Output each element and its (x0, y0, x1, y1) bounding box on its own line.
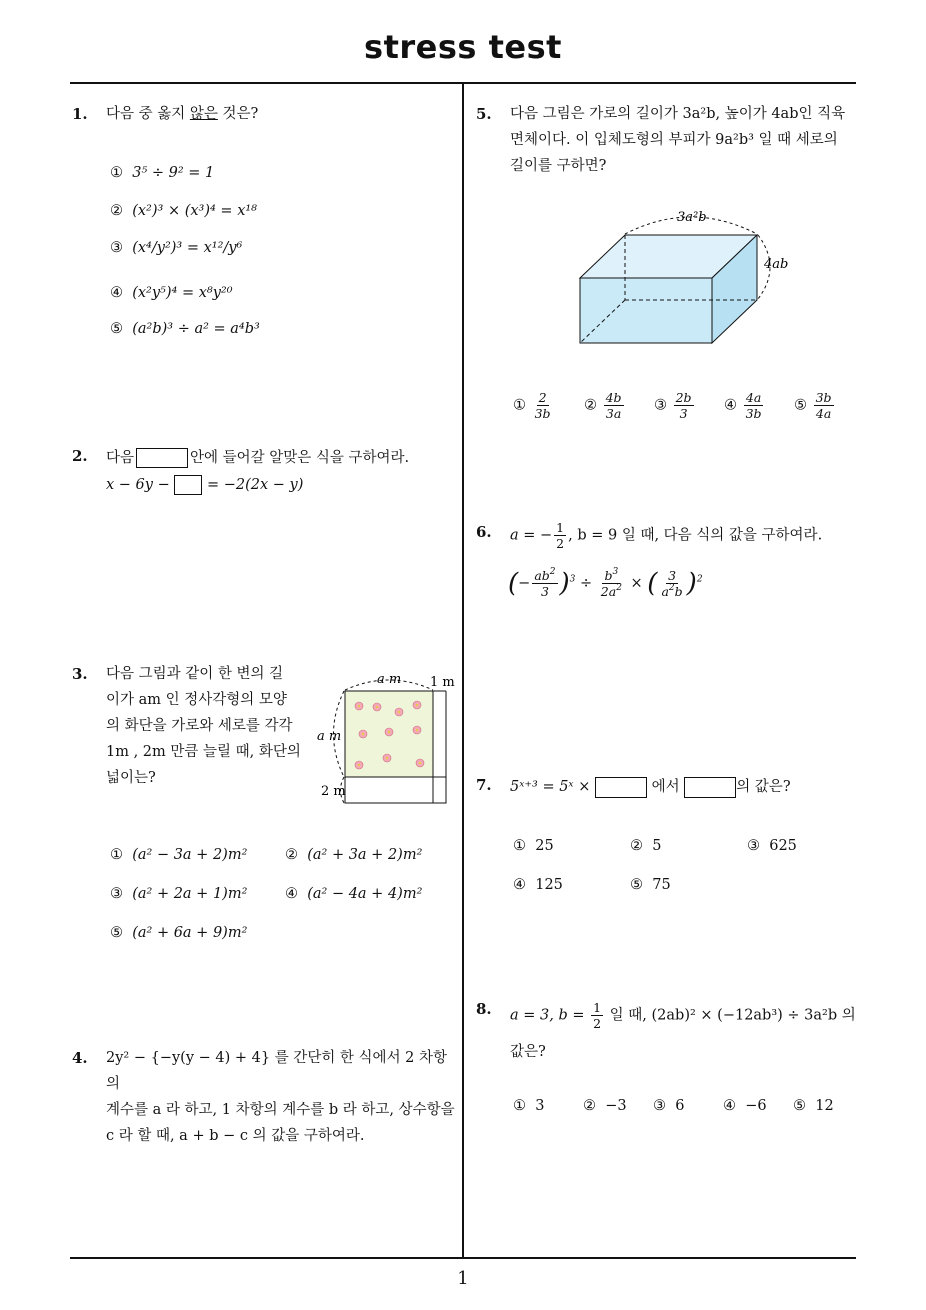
condition-text: a = 3, b = (510, 1007, 585, 1024)
stem-line: 이가 am 인 정사각형의 모양 (106, 692, 287, 708)
option-3[interactable] (747, 838, 797, 854)
garden-figure (315, 668, 460, 808)
option-3[interactable] (110, 886, 247, 902)
question-stem (510, 774, 791, 800)
option-text: (a² + 3a + 2)m² (307, 847, 423, 863)
stem-line: 넓이는? (106, 770, 156, 786)
fraction-denominator: 3 (679, 406, 688, 421)
option-mark: ① (110, 847, 123, 863)
option-1[interactable] (110, 165, 214, 181)
option-mark: ③ (654, 397, 667, 414)
column-divider (462, 83, 464, 1258)
stem-line: c 라 할 때, a + b − c 의 값을 구하여라. (106, 1128, 365, 1144)
option-text: (a² − 4a + 4)m² (307, 886, 423, 902)
option-fraction (744, 390, 764, 421)
question-stem (510, 1000, 860, 1031)
answer-blank[interactable] (174, 475, 202, 495)
question-number: 4. (72, 1049, 88, 1067)
question-stem (106, 661, 306, 791)
stem-text: 에서 (651, 779, 680, 795)
fraction-numerator: 1 (556, 520, 565, 535)
option-1[interactable] (513, 1098, 544, 1114)
option-5[interactable] (794, 390, 836, 421)
fraction-numerator: 1 (593, 1000, 602, 1015)
question-number: 7. (476, 776, 492, 794)
stem-line: 값은? (510, 1044, 546, 1060)
option-mark: ④ (285, 886, 298, 902)
stem-underlined: 않은 (189, 106, 218, 122)
option-4[interactable] (724, 390, 766, 421)
condition-text: , b = 9 일 때, 다음 식의 값을 구하여라. (568, 527, 823, 544)
option-mark: ⑤ (110, 321, 123, 337)
option-text: (x²)³ × (x³)⁴ = x¹⁸ (132, 203, 257, 219)
option-mark: ② (110, 203, 123, 219)
answer-blank[interactable] (684, 777, 736, 798)
option-2[interactable] (583, 1098, 627, 1114)
option-1[interactable] (513, 390, 555, 421)
stem-text: 의 값은? (736, 779, 791, 795)
fraction-numerator: 2b (675, 390, 692, 405)
stem-text: 것은? (217, 106, 259, 122)
condition-text: a = − (510, 527, 553, 544)
option-mark: ③ (110, 240, 123, 256)
option-mark: ② (584, 397, 597, 414)
option-4[interactable] (513, 877, 563, 893)
equation-right: = −2(2x − y) (206, 477, 304, 493)
label-left: a m (317, 729, 342, 744)
option-5[interactable] (110, 925, 247, 941)
stem-text: 다음 (106, 450, 135, 466)
condition-text: 일 때, (2ab)² × (−12ab³) ÷ 3a²b 의 (609, 1007, 856, 1024)
option-text: (a² + 6a + 9)m² (132, 925, 248, 941)
option-text: 75 (652, 877, 671, 893)
option-text: 3 (535, 1098, 545, 1114)
stem-line: 2y² − {−y(y − 4) + 4} 를 간단히 한 식에서 2 차항의 (106, 1050, 448, 1092)
label-right-top: 1 m (430, 675, 455, 690)
option-fraction (814, 390, 834, 421)
page-title: stress test (364, 28, 562, 66)
option-text: 12 (815, 1098, 834, 1114)
fraction-denominator: 3a (605, 406, 622, 421)
option-mark: ⑤ (110, 925, 123, 941)
fraction-denominator: 2 (556, 536, 565, 551)
option-mark: ③ (653, 1098, 666, 1114)
option-mark: ⑤ (630, 877, 643, 893)
fraction-denominator: 3b (534, 406, 551, 421)
option-1[interactable] (513, 838, 554, 854)
label-left-bottom: 2 m (321, 784, 346, 799)
fraction-numerator: 2 (538, 390, 547, 405)
page-number: 1 (457, 1268, 469, 1289)
option-text: 625 (769, 838, 797, 854)
fraction-denominator: 3b (745, 406, 762, 421)
option-mark: ④ (723, 1098, 736, 1114)
option-4[interactable] (285, 886, 422, 902)
expression: (− $\frac{ab^2}{3}$ )$^3$ ÷ $\frac{b^3}{2a^2}$ × ( $\frac{3}{a^2b}$ )$^2$ (508, 567, 703, 599)
question-condition (510, 520, 822, 551)
option-text: 6 (675, 1098, 685, 1114)
label-right: 4ab (764, 257, 789, 272)
option-4[interactable] (723, 1098, 767, 1114)
option-2[interactable] (285, 847, 422, 863)
option-2[interactable] (630, 838, 661, 854)
option-mark: ② (630, 838, 643, 854)
option-3[interactable] (653, 1098, 684, 1114)
stem-line: 길이를 구하면? (510, 158, 607, 174)
option-4[interactable] (110, 285, 233, 301)
equation-left: x − 6y − (106, 477, 170, 493)
question-number: 3. (72, 665, 88, 683)
question-number: 5. (476, 105, 492, 123)
option-5[interactable] (630, 877, 671, 893)
option-mark: ④ (110, 285, 123, 301)
option-mark: ① (513, 1098, 526, 1114)
option-mark: ③ (747, 838, 760, 854)
stem-text: 안에 들어갈 알맞은 식을 구하여라. (190, 450, 410, 466)
option-mark: ① (513, 397, 526, 414)
option-5[interactable] (110, 321, 260, 337)
cuboid-figure (570, 200, 800, 350)
option-fraction (674, 390, 694, 421)
stem-text: 다음 중 옳지 (106, 106, 190, 122)
stem-text: 5ˣ⁺³ = 5ˣ × (510, 779, 591, 795)
option-mark: ③ (110, 886, 123, 902)
stem-line: 의 화단을 가로와 세로를 각각 (106, 718, 293, 734)
stem-line: 다음 그림과 같이 한 변의 길 (106, 666, 284, 682)
option-2[interactable] (584, 390, 626, 421)
equation (106, 472, 303, 498)
question-number: 2. (72, 447, 88, 465)
option-fraction (533, 390, 553, 421)
option-mark: ② (583, 1098, 596, 1114)
fraction-denominator: 4a (815, 406, 832, 421)
question-number: 6. (476, 523, 492, 541)
option-mark: ④ (513, 877, 526, 893)
question-stem (106, 101, 258, 127)
footer-rule (70, 1257, 856, 1259)
option-text: (a² − 3a + 2)m² (132, 847, 248, 863)
option-text: 25 (535, 838, 554, 854)
stem-line: 다음 그림은 가로의 길이가 3a²b, 높이가 4ab인 직육 (510, 106, 846, 122)
option-5[interactable] (793, 1098, 834, 1114)
option-text: 3⁵ ÷ 9² = 1 (132, 165, 215, 181)
fraction-denominator: 2 (593, 1016, 602, 1031)
option-text: (a²b)³ ÷ a² = a⁴b³ (132, 321, 260, 337)
question-number: 1. (72, 105, 88, 123)
condition-fraction (554, 520, 566, 551)
stem-line: 1m , 2m 만큼 늘릴 때, 화단의 (106, 744, 301, 760)
option-mark: ④ (724, 397, 737, 414)
option-mark: ⑤ (794, 397, 807, 414)
option-1[interactable] (110, 847, 247, 863)
option-text: (a² + 2a + 1)m² (132, 886, 248, 902)
stem-line: 계수를 a 라 하고, 1 차항의 계수를 b 라 하고, 상수항을 (106, 1102, 455, 1118)
option-text: (x⁴/y²)³ = x¹²/y⁶ (132, 240, 243, 256)
option-mark: ⑤ (793, 1098, 806, 1114)
answer-blank[interactable] (136, 448, 188, 468)
option-text: −3 (605, 1098, 627, 1114)
option-3[interactable] (654, 390, 696, 421)
option-mark: ② (285, 847, 298, 863)
option-3[interactable] (110, 240, 242, 256)
stem-line: 면체이다. 이 입체도형의 부피가 9a²b³ 일 때 세로의 (510, 132, 838, 148)
fraction-numerator: 3b (815, 390, 832, 405)
label-top: 3a²b (677, 210, 707, 225)
option-fraction (604, 390, 624, 421)
question-number: 8. (476, 1000, 492, 1018)
option-mark: ① (110, 165, 123, 181)
condition-fraction (591, 1000, 603, 1031)
fraction-numerator: 4a (745, 390, 762, 405)
question-stem (106, 445, 409, 471)
answer-blank[interactable] (595, 777, 647, 798)
option-text: 5 (652, 838, 662, 854)
option-mark: ① (513, 838, 526, 854)
option-2[interactable] (110, 203, 257, 219)
option-text: −6 (745, 1098, 767, 1114)
fraction-numerator: 4b (605, 390, 622, 405)
question-stem (510, 101, 860, 179)
question-stem (106, 1045, 456, 1149)
option-text: 125 (535, 877, 563, 893)
option-text: (x²y⁵)⁴ = x⁸y²⁰ (132, 285, 233, 301)
label-top: a m (377, 672, 402, 687)
